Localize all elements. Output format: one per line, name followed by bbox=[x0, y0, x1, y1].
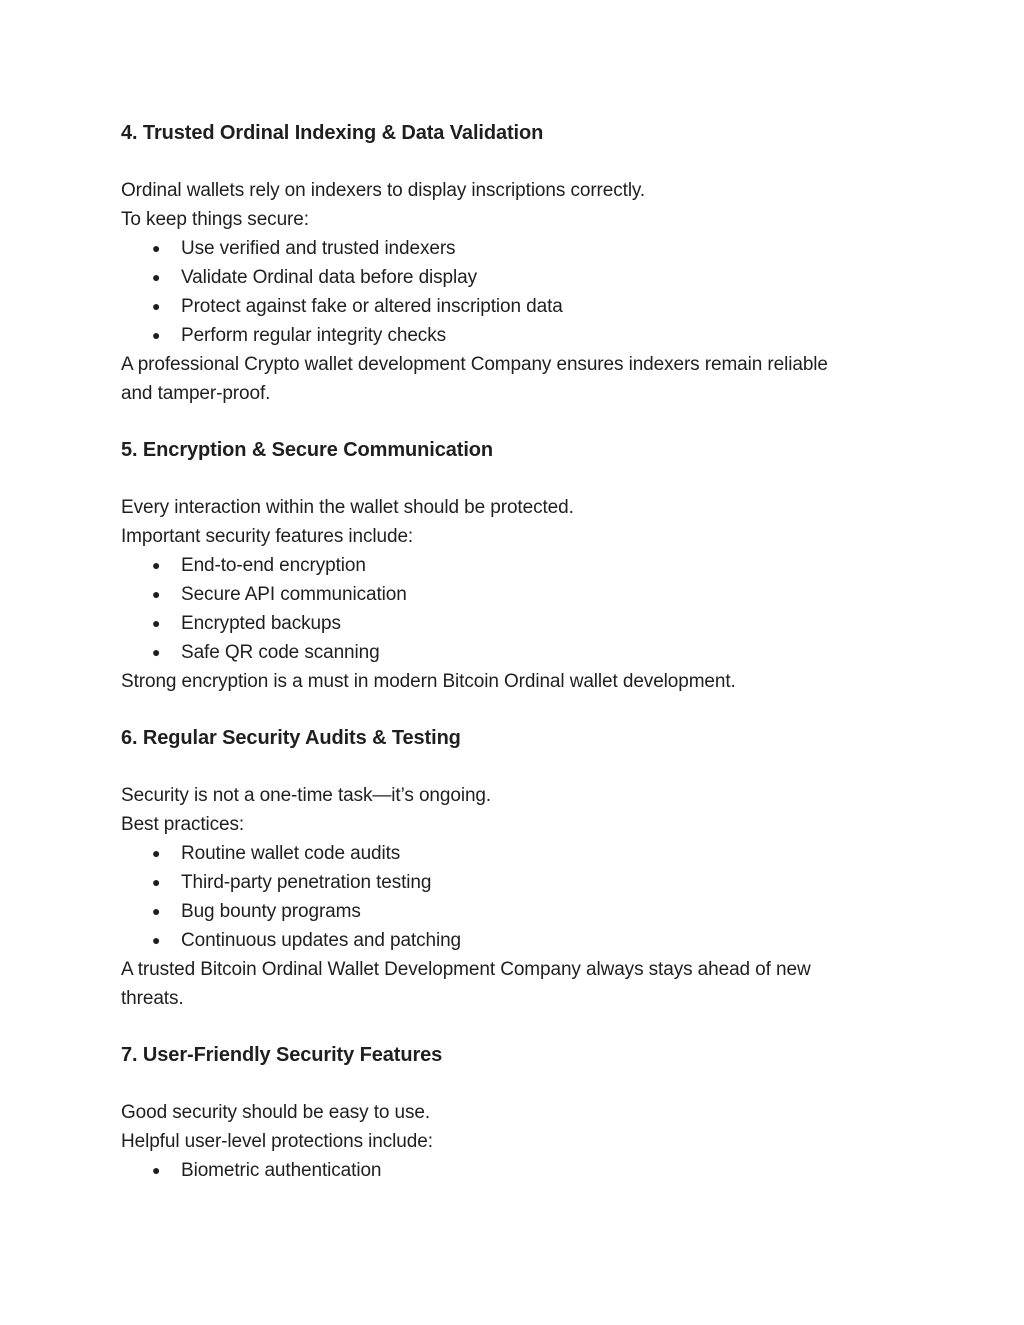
list-item: ● End-to-end encryption bbox=[121, 551, 901, 580]
bullet-icon: ● bbox=[152, 932, 161, 948]
bullet-icon: ● bbox=[152, 586, 161, 602]
paragraph: and tamper-proof. bbox=[121, 383, 271, 404]
paragraph: To keep things secure: bbox=[121, 209, 309, 230]
paragraph: Best practices: bbox=[121, 814, 245, 835]
section-audits bbox=[121, 723, 901, 1013]
section-encryption bbox=[121, 435, 901, 696]
list-item: ● Biometric authentication bbox=[121, 1156, 901, 1185]
bullet-icon: ● bbox=[152, 327, 161, 343]
section-heading: 4. Trusted Ordinal Indexing & Data Validation bbox=[121, 122, 544, 144]
section-heading: 7. User-Friendly Security Features bbox=[121, 1044, 443, 1066]
list-item: ● Protect against fake or altered inscription data bbox=[121, 292, 901, 321]
list-item: ● Secure API communication bbox=[121, 580, 901, 609]
paragraph: Every interaction within the wallet should be protected. bbox=[121, 497, 574, 518]
section-user-friendly bbox=[121, 1040, 901, 1185]
bullet-list bbox=[121, 551, 901, 667]
bullet-icon: ● bbox=[152, 298, 161, 314]
bullet-list bbox=[121, 839, 901, 955]
bullet-list bbox=[121, 234, 901, 350]
list-item: ● Third-party penetration testing bbox=[121, 868, 901, 897]
list-item: ● Perform regular integrity checks bbox=[121, 321, 901, 350]
paragraph: Good security should be easy to use. bbox=[121, 1102, 431, 1123]
section-heading: 6. Regular Security Audits & Testing bbox=[121, 727, 461, 749]
bullet-icon: ● bbox=[152, 845, 161, 861]
bullet-icon: ● bbox=[152, 903, 161, 919]
paragraph: Strong encryption is a must in modern Bitcoin Ordinal wallet development. bbox=[121, 671, 736, 692]
paragraph: Helpful user-level protections include: bbox=[121, 1131, 433, 1152]
paragraph: Security is not a one-time task—it’s ongoing. bbox=[121, 785, 492, 806]
bullet-icon: ● bbox=[152, 874, 161, 890]
paragraph: threats. bbox=[121, 988, 184, 1009]
bullet-icon: ● bbox=[152, 269, 161, 285]
paragraph: A trusted Bitcoin Ordinal Wallet Development Company always stays ahead of new bbox=[121, 959, 811, 980]
list-item: ● Safe QR code scanning bbox=[121, 638, 901, 667]
list-item: ● Routine wallet code audits bbox=[121, 839, 901, 868]
paragraph: A professional Crypto wallet development Company ensures indexers remain reliable bbox=[121, 354, 828, 375]
bullet-icon: ● bbox=[152, 1162, 161, 1178]
bullet-icon: ● bbox=[152, 615, 161, 631]
bullet-icon: ● bbox=[152, 644, 161, 660]
section-indexing bbox=[121, 118, 901, 408]
list-item: ● Continuous updates and patching bbox=[121, 926, 901, 955]
section-heading: 5. Encryption & Secure Communication bbox=[121, 439, 494, 461]
list-item: ● Encrypted backups bbox=[121, 609, 901, 638]
document-page bbox=[121, 118, 901, 1212]
bullet-list bbox=[121, 1156, 901, 1185]
list-item: ● Validate Ordinal data before display bbox=[121, 263, 901, 292]
bullet-icon: ● bbox=[152, 240, 161, 256]
paragraph: Important security features include: bbox=[121, 526, 414, 547]
list-item: ● Use verified and trusted indexers bbox=[121, 234, 901, 263]
list-item: ● Bug bounty programs bbox=[121, 897, 901, 926]
bullet-icon: ● bbox=[152, 557, 161, 573]
paragraph: Ordinal wallets rely on indexers to display inscriptions correctly. bbox=[121, 180, 646, 201]
